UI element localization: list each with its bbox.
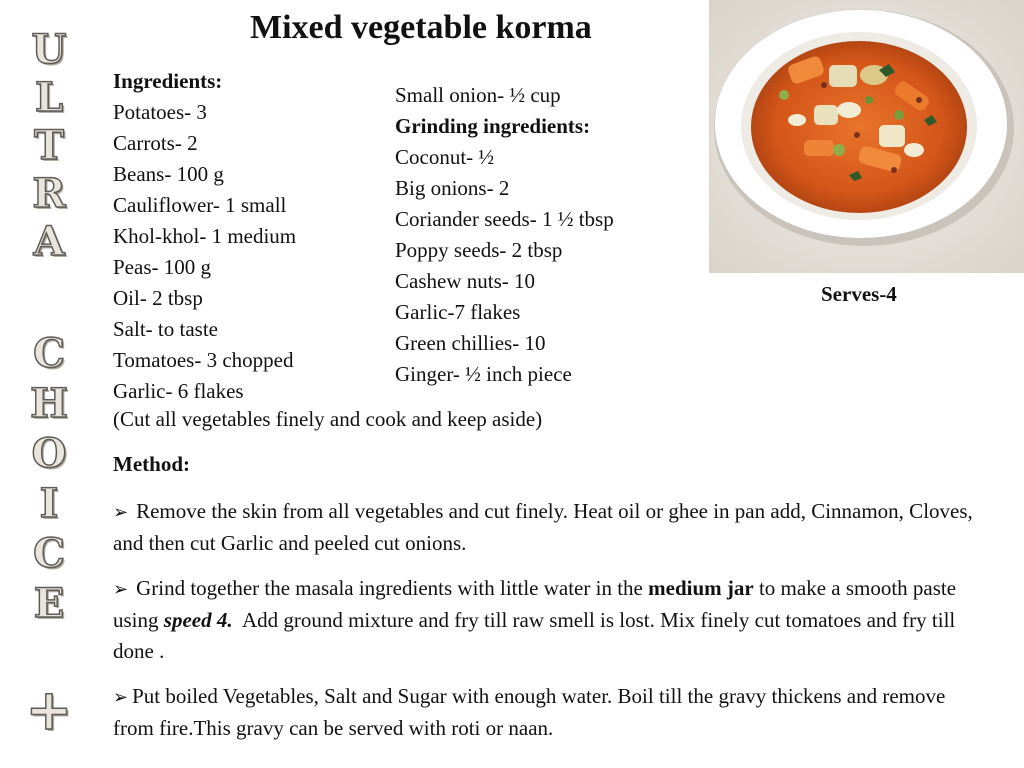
brand-letter-l: L bbox=[34, 74, 64, 121]
arrow-bullet-icon: ➢ bbox=[113, 502, 129, 522]
ingredients-heading: Ingredients: bbox=[113, 69, 223, 93]
step-text: Remove the skin from all vegetables and cut finely. Heat oil or ghee in pan add, Cinnamon, Cloves, and then cut Garlic and peeled cut onions. bbox=[113, 499, 973, 555]
list-item: Garlic-7 flakes bbox=[395, 300, 521, 324]
grinding-list bbox=[395, 80, 614, 390]
list-item: Oil- 2 tbsp bbox=[113, 286, 203, 310]
step-emphasis-speed: speed 4. bbox=[163, 608, 233, 632]
list-item: Coriander seeds- 1 ½ tbsp bbox=[395, 207, 614, 231]
list-item: Cauliflower- 1 small bbox=[113, 193, 287, 217]
method-heading: Method: bbox=[113, 452, 190, 476]
brand-letter-c: C bbox=[33, 330, 65, 377]
list-item: Poppy seeds- 2 tbsp bbox=[395, 238, 563, 262]
list-item: Coconut- ½ bbox=[395, 145, 495, 169]
method-step-3 bbox=[113, 681, 973, 744]
brand-letter-t: T bbox=[34, 122, 64, 169]
list-item: Cashew nuts- 10 bbox=[395, 269, 535, 293]
step-emphasis-jar: medium jar bbox=[648, 576, 754, 600]
list-item: Potatoes- 3 bbox=[113, 100, 207, 124]
brand-letter-e: E bbox=[33, 580, 65, 627]
step-text: Grind together the masala ingredients with little water in the bbox=[136, 576, 643, 600]
page-title: Mixed vegetable korma bbox=[250, 9, 592, 46]
brand-letter-c2: C bbox=[33, 530, 65, 577]
list-item: Carrots- 2 bbox=[113, 131, 198, 155]
method-step-1 bbox=[113, 496, 973, 559]
list-item: Small onion- ½ cup bbox=[395, 83, 561, 107]
dish-photo bbox=[709, 0, 1024, 273]
step-text: Put boiled Vegetables, Salt and Sugar with enough water. Boil till the gravy thickens and remove from fire.This gravy can be served with roti or naan. bbox=[113, 684, 946, 740]
brand-letter-o: O bbox=[31, 430, 67, 477]
brand-letter-i: I bbox=[39, 480, 59, 527]
korma-bowl-illustration bbox=[709, 0, 1024, 273]
brand-letter-r: R bbox=[32, 170, 66, 217]
step-text: to make a smooth paste using bbox=[113, 576, 957, 632]
step-text: Add ground mixture and fry till raw smell is lost. Mix finely cut tomatoes and fry till done . bbox=[113, 608, 956, 663]
serves-label: Serves-4 bbox=[821, 282, 897, 306]
list-item: Ginger- ½ inch piece bbox=[395, 362, 572, 386]
list-item: Green chillies- 10 bbox=[395, 331, 546, 355]
grinding-heading: Grinding ingredients: bbox=[395, 114, 591, 138]
list-item: Garlic- 6 flakes bbox=[113, 379, 244, 403]
method-step-2 bbox=[113, 573, 973, 667]
ingredients-list bbox=[113, 66, 296, 407]
list-item: Peas- 100 g bbox=[113, 255, 211, 279]
brand-plus: + bbox=[25, 677, 73, 743]
list-item: Salt- to taste bbox=[113, 317, 218, 341]
list-item: Beans- 100 g bbox=[113, 162, 224, 186]
list-item: Big onions- 2 bbox=[395, 176, 510, 200]
list-item: Khol-khol- 1 medium bbox=[113, 224, 297, 248]
list-item: Tomatoes- 3 chopped bbox=[113, 348, 294, 372]
brand-letter-h: H bbox=[30, 380, 68, 427]
arrow-bullet-icon: ➢ bbox=[113, 687, 129, 707]
arrow-bullet-icon: ➢ bbox=[113, 579, 129, 599]
prep-note: (Cut all vegetables finely and cook and keep aside) bbox=[113, 407, 543, 431]
brand-letter-a: A bbox=[33, 218, 65, 265]
brand-letter-u: U bbox=[31, 26, 67, 73]
